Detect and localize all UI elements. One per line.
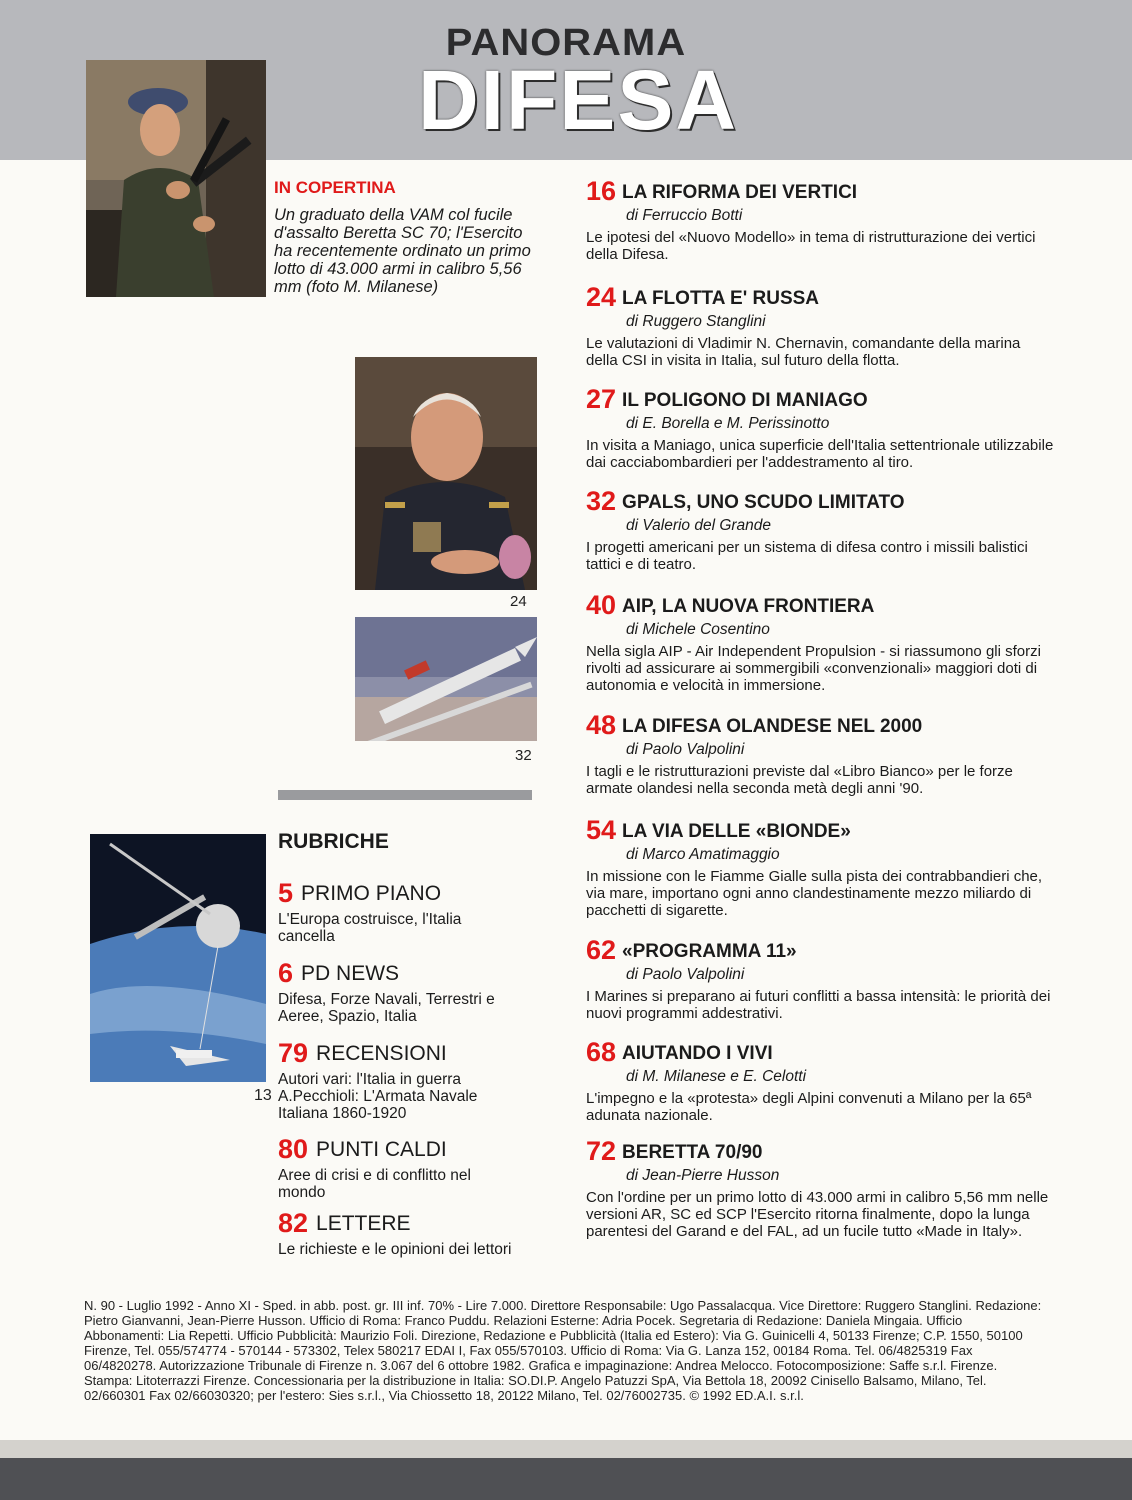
masthead-difesa: DIFESA xyxy=(417,53,739,147)
article-desc: In missione con le Fiamme Gialle sulla pista dei contrabbandieri che, via mare, importano ogni anno clandestinamente mezzo miliardo di pacchetti di sigarette. xyxy=(586,868,1043,919)
article-9[interactable] xyxy=(586,1037,1056,1124)
article-page: 40 xyxy=(586,590,617,620)
article-page: 16 xyxy=(586,176,617,206)
article-7[interactable] xyxy=(586,815,1056,919)
article-title: AIP, LA NUOVA FRONTIERA xyxy=(622,596,875,617)
bottom-strip xyxy=(0,1440,1132,1460)
rubrica-page: 80 xyxy=(278,1134,309,1164)
colophon: N. 90 - Luglio 1992 - Anno XI - Sped. in abb. post. gr. III inf. 70% - Lire 7.000. Direttore Responsabile: Ugo Passalacqua. Vice Direttore: Ruggero Stanglini. Redazione: Pietro Gianvanni, Jean-Pierre Husson. Ufficio di Roma: Franco Puddu. Relazioni Esterne: Adria Pocek. Segretaria di Redazione: Daniela Mingaia. Ufficio Abbonamenti: Lia Repetti. Ufficio Pubblicità: Maurizio Foli. Direzione, Redazione e Pubblicità (Italia ed Estero): Via G. Guinicelli 4, 50133 Firenze; C.P. 1550, 50100 Firenze, Tel. 055/574774 - 570144 - 573302, Telex 580217 EDAI I, Fax 055/570103. Ufficio di Roma: Via G. Lanza 152, 00184 Roma. Tel. 06/4825319 Fax 06/4820278. Autorizzazione Tribunale di Firenze n. 3.067 del 6 ottobre 1982. Grafica e impaginazione: Andrea Melocco. Fotocomposizione: Saffe s.r.l. Firenze. Stampa: Litoterrazzi Firenze. Concessionaria per la distribuzione in Italia: SO.DI.P. Angelo Patuzzi SpA, Via Bettola 18, 20092 Cinisello Balsamo, Milano, Tel. 02/660301 Fax 02/66030320; per l'estero: Sies s.r.l., Via Chiossetto 18, 20122 Milano, Tel. 02/76002735. © 1992 ED.A.I. s.r.l. xyxy=(84,1298,1042,1403)
article-desc: Con l'ordine per un primo lotto di 43.000 armi in calibro 5,56 mm nelle versioni AR, SC ed SCP l'Esercito ritorna finalmente, dopo la lunga parentesi del Garand e del FAL, ad un fucile tutto «Made in Italy». xyxy=(586,1189,1049,1240)
rubrica-title: PD NEWS xyxy=(301,962,400,985)
rubrica-desc: L'Europa costruisce, l'Italia cancella xyxy=(278,911,462,945)
article-desc: I progetti americani per un sistema di difesa contro i missili balistici tattici e di teatro. xyxy=(586,539,1028,573)
article-author: di M. Milanese e E. Celotti xyxy=(626,1068,807,1085)
article-8[interactable] xyxy=(586,935,1056,1022)
article-desc: Le valutazioni di Vladimir N. Chernavin, comandante della marina della CSI in visita in Italia, sul futuro della flotta. xyxy=(586,335,1021,369)
rubrica-pd-news[interactable] xyxy=(278,958,538,1025)
section-divider xyxy=(278,790,532,800)
article-title: GPALS, UNO SCUDO LIMITATO xyxy=(622,492,905,513)
article-10[interactable] xyxy=(586,1136,1056,1240)
article-title: LA FLOTTA E' RUSSA xyxy=(622,288,820,309)
masthead-panorama: PANORAMA xyxy=(445,22,687,64)
article-title: BERETTA 70/90 xyxy=(622,1142,763,1163)
rubrica-desc: Le richieste e le opinioni dei lettori xyxy=(278,1241,512,1258)
article-author: di Michele Cosentino xyxy=(626,621,770,638)
article-page: 62 xyxy=(586,935,617,965)
article-desc: Nella sigla AIP - Air Independent Propulsion - si riassumono gli sforzi rivolti ad assicurare ai sommergibili «convenzionali» maggiori doti di autonomia e velocità in immersione. xyxy=(586,643,1041,694)
rubrica-page: 6 xyxy=(278,958,294,988)
rubrica-title: RECENSIONI xyxy=(316,1042,447,1065)
cover-photo xyxy=(86,60,266,297)
article-author: di Ferruccio Botti xyxy=(626,207,743,224)
rubrica-page: 79 xyxy=(278,1038,309,1068)
rubrica-punti-caldi[interactable] xyxy=(278,1134,538,1201)
article-page: 24 xyxy=(586,282,617,312)
article-page: 32 xyxy=(586,486,617,516)
rubrica-title: PUNTI CALDI xyxy=(316,1138,447,1161)
article-3[interactable] xyxy=(586,384,1056,471)
article-1[interactable] xyxy=(586,176,1056,263)
article-page: 48 xyxy=(586,710,617,740)
space-photo-caption: 13 xyxy=(254,1087,272,1104)
rubrica-desc: Autori vari: l'Italia in guerra A.Pecchioli: L'Armata Navale Italiana 1860-1920 xyxy=(278,1071,478,1122)
rubriche-title: RUBRICHE xyxy=(278,830,389,853)
article-author: di Jean-Pierre Husson xyxy=(626,1167,780,1184)
rubrica-title: LETTERE xyxy=(316,1212,411,1235)
rubrica-recensioni[interactable] xyxy=(278,1038,538,1122)
article-desc: I tagli e le ristrutturazioni previste dal «Libro Bianco» per le forze armate olandesi nella seconda metà degli anni '90. xyxy=(586,763,1013,797)
bottom-band xyxy=(0,1458,1132,1500)
article-title: «PROGRAMMA 11» xyxy=(622,941,797,962)
article-page: 27 xyxy=(586,384,617,414)
article-title: AIUTANDO I VIVI xyxy=(622,1043,773,1064)
article-title: LA RIFORMA DEI VERTICI xyxy=(622,182,858,203)
article-desc: I Marines si preparano ai futuri conflitti a bassa intensità: le priorità dei nuovi programmi addestrativi. xyxy=(586,988,1051,1022)
article-title: IL POLIGONO DI MANIAGO xyxy=(622,390,868,411)
cover-caption: Un graduato della VAM col fucile d'assalto Beretta SC 70; l'Esercito ha recentemente ordinato un primo lotto di 43.000 armi in calibro 5,56 mm (foto M. Milanese) xyxy=(274,206,531,296)
missile-photo-caption: 32 xyxy=(515,747,532,764)
article-page: 54 xyxy=(586,815,617,845)
article-author: di Paolo Valpolini xyxy=(626,741,745,758)
article-author: di Valerio del Grande xyxy=(626,517,772,534)
article-desc: In visita a Maniago, unica superficie dell'Italia settentrionale utilizzabile dai cacciabombardieri per l'addestramento al tiro. xyxy=(586,437,1054,471)
article-title: LA DIFESA OLANDESE NEL 2000 xyxy=(622,716,923,737)
article-desc: L'impegno e la «protesta» degli Alpini convenuti a Milano per la 65ª adunata nazionale. xyxy=(586,1090,1032,1124)
rubrica-page: 5 xyxy=(278,878,294,908)
rubrica-lettere[interactable] xyxy=(278,1208,538,1258)
rubrica-primo-piano[interactable] xyxy=(278,878,538,945)
rubrica-page: 82 xyxy=(278,1208,309,1238)
article-author: di Marco Amatimaggio xyxy=(626,846,780,863)
article-2[interactable] xyxy=(586,282,1056,369)
article-author: di Ruggero Stanglini xyxy=(626,313,766,330)
article-5[interactable] xyxy=(586,590,1056,694)
rubrica-desc: Difesa, Forze Navali, Terrestri e Aeree, Spazio, Italia xyxy=(278,991,495,1025)
general-photo-caption: 24 xyxy=(510,593,527,610)
article-desc: Le ipotesi del «Nuovo Modello» in tema di ristrutturazione dei vertici della Difesa. xyxy=(586,229,1036,263)
rubrica-desc: Aree di crisi e di conflitto nel mondo xyxy=(278,1167,471,1201)
article-page: 72 xyxy=(586,1136,617,1166)
article-title: LA VIA DELLE «BIONDE» xyxy=(622,821,851,842)
article-4[interactable] xyxy=(586,486,1056,573)
rubrica-title: PRIMO PIANO xyxy=(301,882,442,905)
missile-photo xyxy=(355,617,537,741)
cover-title: IN COPERTINA xyxy=(274,178,396,197)
article-author: di Paolo Valpolini xyxy=(626,966,745,983)
article-6[interactable] xyxy=(586,710,1056,797)
general-photo xyxy=(355,357,537,590)
space-photo xyxy=(90,834,266,1082)
article-page: 68 xyxy=(586,1037,617,1067)
article-author: di E. Borella e M. Perissinotto xyxy=(626,415,830,432)
